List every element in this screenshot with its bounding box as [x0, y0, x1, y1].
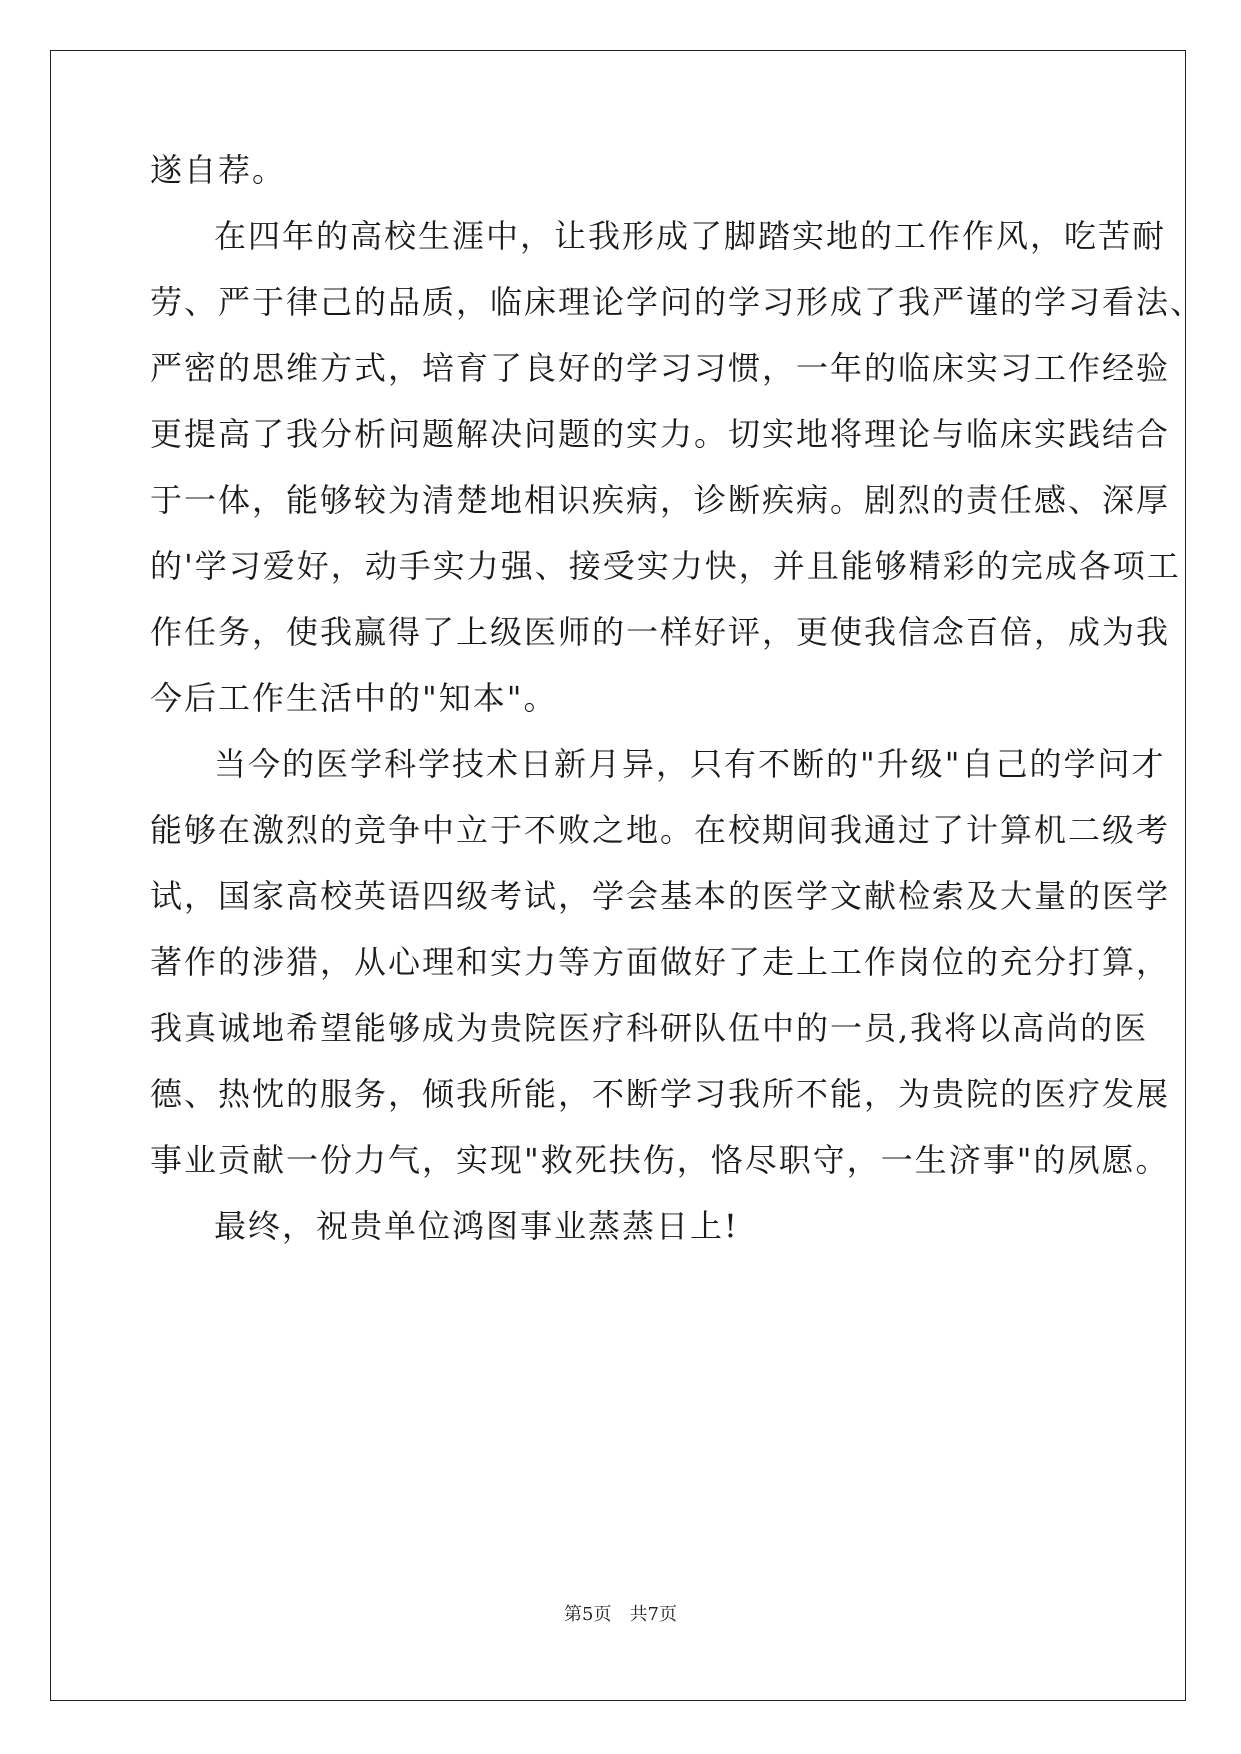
- text-line: 事业贡献一份力气，实现"救死扶伤，恪尽职守，一生济事"的夙愿。: [150, 1141, 1170, 1179]
- text-line: 劳、严于律己的品质，临床理论学问的学习形成了我严谨的学习看法、: [150, 283, 1205, 321]
- text-line: 今后工作生活中的"知本"。: [150, 679, 558, 717]
- text-line: 作任务，使我赢得了上级医师的一样好评，更使我信念百倍，成为我: [150, 613, 1171, 651]
- text-line: 德、热忱的服务，倾我所能，不断学习我所不能，为贵院的医疗发展: [150, 1075, 1171, 1113]
- paragraph-first-line: 在四年的高校生涯中，让我形成了脚踏实地的工作作风，吃苦耐: [214, 217, 1167, 255]
- text-line: 我真诚地希望能够成为贵院医疗科研队伍中的一员,我将以高尚的医: [150, 1009, 1149, 1047]
- text-line: 试，国家高校英语四级考试，学会基本的医学文献检索及大量的医学: [150, 877, 1171, 915]
- text-line: 的'学习爱好，动手实力强、接受实力快，并且能够精彩的完成各项工: [150, 547, 1181, 585]
- paragraph-first-line: 当今的医学科学技术日新月异，只有不断的"升级"自己的学问才: [214, 745, 1166, 783]
- page-number-footer: 第5页 共7页: [564, 1604, 677, 1625]
- text-line: 于一体，能够较为清楚地相识疾病，诊断疾病。剧烈的责任感、深厚: [150, 481, 1171, 519]
- text-line: 能够在激烈的竞争中立于不败之地。在校期间我通过了计算机二级考: [150, 811, 1171, 849]
- paragraph-first-line: 最终，祝贵单位鸿图事业蒸蒸日上!: [214, 1207, 739, 1245]
- text-line: 更提高了我分析问题解决问题的实力。切实地将理论与临床实践结合: [150, 415, 1171, 453]
- text-line: 著作的涉猎，从心理和实力等方面做好了走上工作岗位的充分打算，: [150, 943, 1171, 981]
- text-line: 严密的思维方式，培育了良好的学习习惯，一年的临床实习工作经验: [150, 349, 1171, 387]
- text-line: 遂自荐。: [150, 151, 287, 189]
